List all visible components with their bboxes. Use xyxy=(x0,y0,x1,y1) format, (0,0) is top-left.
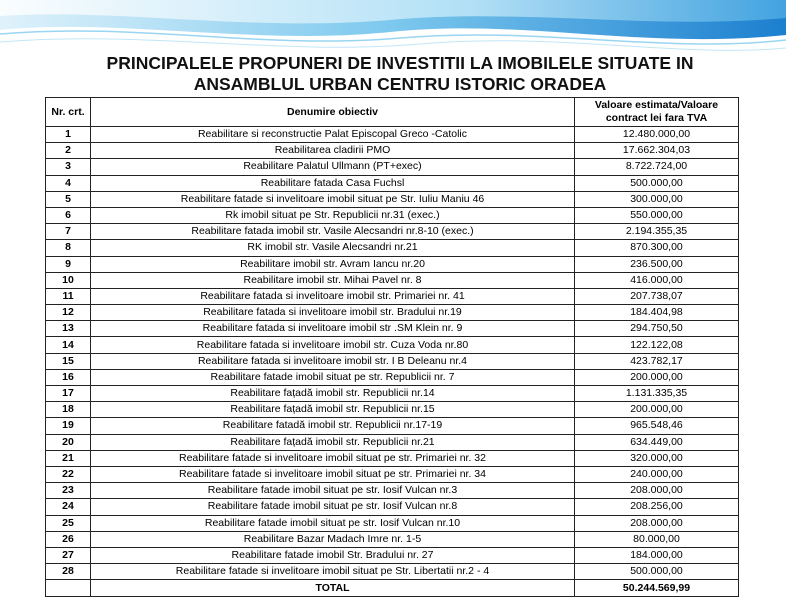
row-number: 27 xyxy=(46,547,91,563)
row-value: 634.449,00 xyxy=(575,434,739,450)
row-number: 11 xyxy=(46,288,91,304)
row-name: Reabilitare fațadă imobil str. Republicii nr.21 xyxy=(91,434,575,450)
row-value: 416.000,00 xyxy=(575,272,739,288)
total-label: TOTAL xyxy=(91,580,575,597)
row-value: 184.404,98 xyxy=(575,305,739,321)
row-number: 1 xyxy=(46,127,91,143)
row-number: 22 xyxy=(46,466,91,482)
row-number: 8 xyxy=(46,240,91,256)
header-denumire: Denumire obiectiv xyxy=(91,98,575,127)
row-name: Reabilitare fatada imobil str. Vasile Alecsandri nr.8-10 (exec.) xyxy=(91,224,575,240)
page-title xyxy=(60,53,740,95)
row-value: 2.194.355,35 xyxy=(575,224,739,240)
total-value: 50.244.569,99 xyxy=(575,580,739,597)
table-row xyxy=(46,369,739,385)
table-row xyxy=(46,450,739,466)
investments-table xyxy=(45,97,739,597)
row-number: 7 xyxy=(46,224,91,240)
row-name: Reabilitare fatada si invelitoare imobil str. I B Deleanu nr.4 xyxy=(91,353,575,369)
total-row xyxy=(46,580,739,597)
row-number: 26 xyxy=(46,531,91,547)
row-number: 13 xyxy=(46,321,91,337)
row-name: Reabilitare Palatul Ullmann (PT+exec) xyxy=(91,159,575,175)
row-name: Reabilitare Bazar Madach Imre nr. 1-5 xyxy=(91,531,575,547)
row-number: 2 xyxy=(46,143,91,159)
row-name: Reabilitare imobil str. Avram Iancu nr.20 xyxy=(91,256,575,272)
header-nr: Nr. crt. xyxy=(46,98,91,127)
row-number: 15 xyxy=(46,353,91,369)
row-number: 5 xyxy=(46,191,91,207)
row-name: Reabilitare fatade si invelitoare imobil situat pe Str. Iuliu Maniu 46 xyxy=(91,191,575,207)
row-name: Rk imobil situat pe Str. Republicii nr.31 (exec.) xyxy=(91,207,575,223)
row-name: Reabilitare fatade si invelitoare imobil situat pe str. Primariei nr. 34 xyxy=(91,466,575,482)
row-number: 4 xyxy=(46,175,91,191)
row-number: 17 xyxy=(46,386,91,402)
table-header-row xyxy=(46,98,739,127)
row-value: 208.000,00 xyxy=(575,515,739,531)
table-row xyxy=(46,515,739,531)
row-name: RK imobil str. Vasile Alecsandri nr.21 xyxy=(91,240,575,256)
row-value: 550.000,00 xyxy=(575,207,739,223)
row-number: 28 xyxy=(46,564,91,580)
row-number: 14 xyxy=(46,337,91,353)
row-number: 10 xyxy=(46,272,91,288)
row-value: 184.000,00 xyxy=(575,547,739,563)
row-name: Reabilitare fațadă imobil str. Republicii nr.15 xyxy=(91,402,575,418)
table-row xyxy=(46,483,739,499)
table-row xyxy=(46,386,739,402)
title-line-2: ANSAMBLUL URBAN CENTRU ISTORIC ORADEA xyxy=(193,74,607,94)
row-name: Reabilitare fatade imobil situat pe str. Iosif Vulcan nr.3 xyxy=(91,483,575,499)
row-value: 240.000,00 xyxy=(575,466,739,482)
table-row xyxy=(46,191,739,207)
row-value: 870.300,00 xyxy=(575,240,739,256)
row-value: 208.000,00 xyxy=(575,483,739,499)
row-value: 207.738,07 xyxy=(575,288,739,304)
table-row xyxy=(46,159,739,175)
row-name: Reabilitare fatade imobil situat pe str. Republicii nr. 7 xyxy=(91,369,575,385)
row-name: Reabilitare fatada Casa Fuchsl xyxy=(91,175,575,191)
row-value: 1.131.335,35 xyxy=(575,386,739,402)
row-name: Reabilitare fatada si invelitoare imobil str. Primariei nr. 41 xyxy=(91,288,575,304)
row-number: 18 xyxy=(46,402,91,418)
table-row xyxy=(46,418,739,434)
table-row xyxy=(46,143,739,159)
row-number: 20 xyxy=(46,434,91,450)
table-row xyxy=(46,321,739,337)
row-value: 208.256,00 xyxy=(575,499,739,515)
row-value: 320.000,00 xyxy=(575,450,739,466)
row-value: 423.782,17 xyxy=(575,353,739,369)
table-row xyxy=(46,353,739,369)
row-value: 17.662.304,03 xyxy=(575,143,739,159)
row-value: 12.480.000,00 xyxy=(575,127,739,143)
table-row xyxy=(46,127,739,143)
table-row xyxy=(46,288,739,304)
row-name: Reabilitare fatada si invelitoare imobil str. Cuza Voda nr.80 xyxy=(91,337,575,353)
table-row xyxy=(46,402,739,418)
title-line-1: PRINCIPALELE PROPUNERI DE INVESTITII LA IMOBILELE SITUATE IN xyxy=(106,53,694,73)
table-row xyxy=(46,240,739,256)
table-row xyxy=(46,272,739,288)
row-value: 80.000,00 xyxy=(575,531,739,547)
row-value: 200.000,00 xyxy=(575,369,739,385)
row-number: 21 xyxy=(46,450,91,466)
row-name: Reabilitare si reconstructie Palat Episcopal Greco -Catolic xyxy=(91,127,575,143)
row-value: 236.500,00 xyxy=(575,256,739,272)
row-number: 25 xyxy=(46,515,91,531)
table-row xyxy=(46,547,739,563)
row-name: Reabilitare fatade imobil situat pe str. Iosif Vulcan nr.8 xyxy=(91,499,575,515)
total-blank xyxy=(46,580,91,597)
row-value: 500.000,00 xyxy=(575,175,739,191)
row-name: Reabilitare fatada si invelitoare imobil str .SM Klein nr. 9 xyxy=(91,321,575,337)
table-row xyxy=(46,337,739,353)
row-name: Reabilitare fatadă imobil str. Republicii nr.17-19 xyxy=(91,418,575,434)
table-row xyxy=(46,256,739,272)
row-value: 200.000,00 xyxy=(575,402,739,418)
row-value: 8.722.724,00 xyxy=(575,159,739,175)
row-number: 6 xyxy=(46,207,91,223)
row-name: Reabilitare fatada si invelitoare imobil str. Bradului nr.19 xyxy=(91,305,575,321)
row-number: 12 xyxy=(46,305,91,321)
table-row xyxy=(46,224,739,240)
row-name: Reabilitare fatade si invelitoare imobil situat pe str. Primariei nr. 32 xyxy=(91,450,575,466)
row-value: 965.548,46 xyxy=(575,418,739,434)
table-row xyxy=(46,175,739,191)
table-row xyxy=(46,207,739,223)
row-name: Reabilitare fatade imobil Str. Bradului nr. 27 xyxy=(91,547,575,563)
row-value: 294.750,50 xyxy=(575,321,739,337)
row-value: 122.122,08 xyxy=(575,337,739,353)
row-name: Reabilitare fatade si invelitoare imobil situat pe Str. Libertatii nr.2 - 4 xyxy=(91,564,575,580)
table-row xyxy=(46,499,739,515)
row-number: 24 xyxy=(46,499,91,515)
row-name: Reabilitare imobil str. Mihai Pavel nr. 8 xyxy=(91,272,575,288)
row-number: 9 xyxy=(46,256,91,272)
row-name: Reabilitare fatade imobil situat pe str. Iosif Vulcan nr.10 xyxy=(91,515,575,531)
table-row xyxy=(46,564,739,580)
row-value: 500.000,00 xyxy=(575,564,739,580)
row-number: 19 xyxy=(46,418,91,434)
table-row xyxy=(46,434,739,450)
table-row xyxy=(46,466,739,482)
header-valoare: Valoare estimata/Valoare contract lei fara TVA xyxy=(575,98,739,127)
table-row xyxy=(46,531,739,547)
row-number: 3 xyxy=(46,159,91,175)
table-row xyxy=(46,305,739,321)
row-name: Reabilitare fațadă imobil str. Republicii nr.14 xyxy=(91,386,575,402)
row-number: 16 xyxy=(46,369,91,385)
row-value: 300.000,00 xyxy=(575,191,739,207)
row-name: Reabilitarea cladirii PMO xyxy=(91,143,575,159)
row-number: 23 xyxy=(46,483,91,499)
